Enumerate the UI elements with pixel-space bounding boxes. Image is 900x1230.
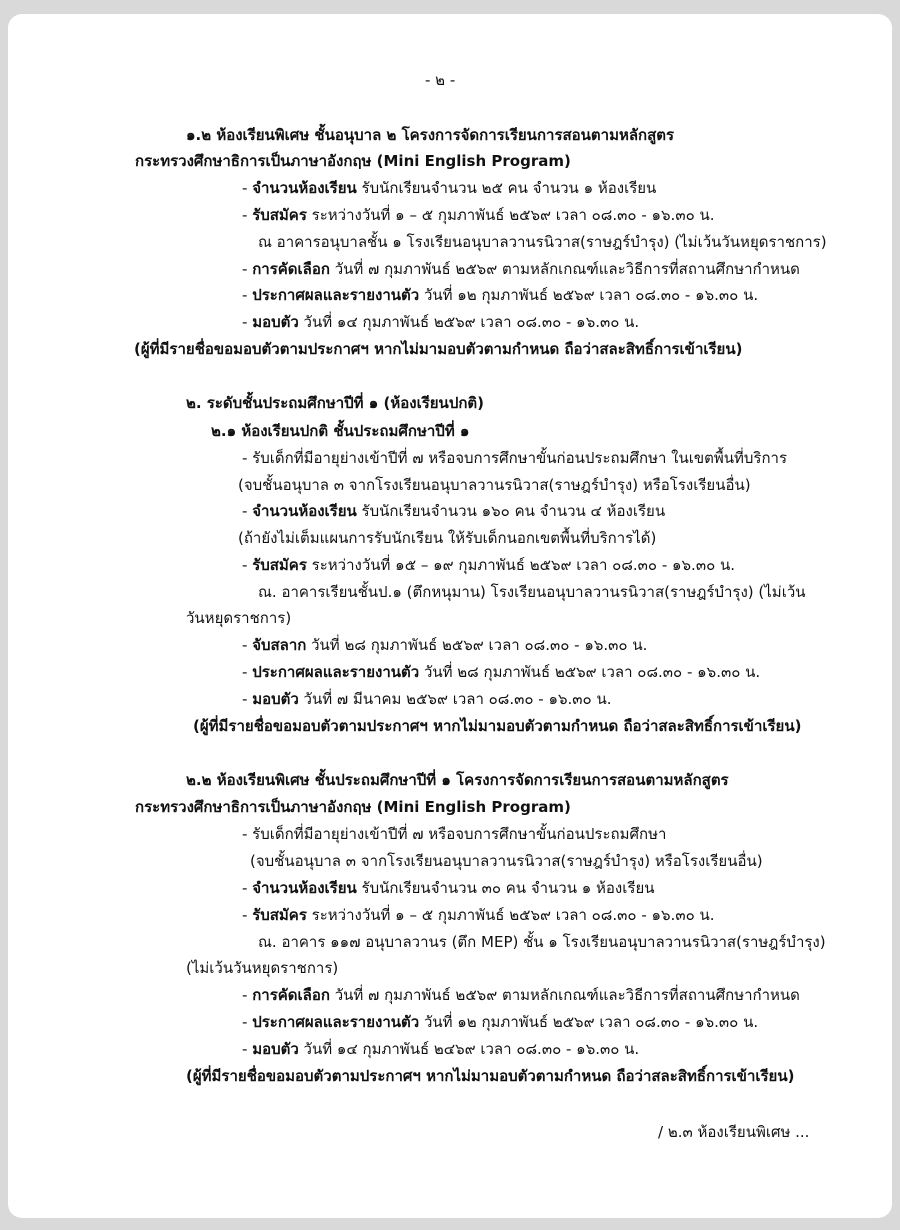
s21-report-line: - มอบตัว วันที่ ๗ มีนาคม ๒๕๖๙ เวลา ๐๘.๓๐ - ๑๖.๓๐ น.: [242, 690, 612, 708]
s12-apply-label: รับสมัคร: [252, 206, 307, 224]
s21-note: (ผู้ที่มีรายชื่อขอมอบตัวตามประกาศฯ หากไม่มามอบตัวตามกำหนด ถือว่าสละสิทธิ์การเข้าเรียน): [193, 717, 802, 735]
s21-announce-text: วันที่ ๒๘ กุมภาพันธ์ ๒๕๖๙ เวลา ๐๘.๓๐ - ๑๖.๓๐ น.: [419, 663, 761, 681]
s22-count-text: รับนักเรียนจำนวน ๓๐ คน จำนวน ๑ ห้องเรียน: [356, 879, 655, 897]
s12-count-label: จำนวนห้องเรียน: [252, 179, 357, 197]
s22-apply-line: - รับสมัคร ระหว่างวันที่ ๑ – ๕ กุมภาพันธ์ ๒๕๖๙ เวลา ๐๘.๓๐ - ๑๖.๓๐ น.: [242, 906, 715, 924]
s22-report-text: วันที่ ๑๔ กุมภาพันธ์ ๒๔๖๙ เวลา ๐๘.๓๐ - ๑๖.๓๐ น.: [298, 1040, 640, 1058]
s12-announce-line: - ประกาศผลและรายงานตัว วันที่ ๑๒ กุมภาพันธ์ ๒๕๖๙ เวลา ๐๘.๓๐ - ๑๖.๓๐ น.: [242, 286, 759, 304]
s22-apply-text: ระหว่างวันที่ ๑ – ๕ กุมภาพันธ์ ๒๕๖๙ เวลา ๐๘.๓๐ - ๑๖.๓๐ น.: [306, 906, 715, 924]
section-1-2-heading-cont: กระทรวงศึกษาธิการเป็นภาษาอังกฤษ (Mini English Program): [135, 152, 571, 170]
continuation-note: / ๒.๓ ห้องเรียนพิเศษ ...: [658, 1123, 810, 1141]
s21-eligibility: - รับเด็กที่มีอายุย่างเข้าปีที่ ๗ หรือจบการศึกษาขั้นก่อนประถมศึกษา ในเขตพื้นที่บริการ: [242, 449, 788, 467]
s21-apply-label: รับสมัคร: [252, 556, 307, 574]
section-1-2-heading: ๑.๒ ห้องเรียนพิเศษ ชั้นอนุบาล ๒ โครงการจัดการเรียนการสอนตามหลักสูตร: [186, 126, 675, 144]
s21-count-note: (ถ้ายังไม่เต็มแผนการรับนักเรียน ให้รับเด็กนอกเขตพื้นที่บริการได้): [238, 529, 657, 547]
s21-announce-label: ประกาศผลและรายงานตัว: [252, 663, 420, 681]
s12-apply-line: - รับสมัคร ระหว่างวันที่ ๑ – ๕ กุมภาพันธ์ ๒๕๖๙ เวลา ๐๘.๓๐ - ๑๖.๓๐ น.: [242, 206, 715, 224]
s12-apply-place: ณ อาคารอนุบาลชั้น ๑ โรงเรียนอนุบาลวานรนิวาส(ราษฎร์บำรุง) (ไม่เว้นวันหยุดราชการ): [258, 233, 827, 251]
s21-apply-place: ณ. อาคารเรียนชั้นป.๑ (ตึกหนุมาน) โรงเรียนอนุบาลวานรนิวาส(ราษฎร์บำรุง) (ไม่เว้น: [258, 583, 806, 601]
s22-note: (ผู้ที่มีรายชื่อขอมอบตัวตามประกาศฯ หากไม่มามอบตัวตามกำหนด ถือว่าสละสิทธิ์การเข้าเรียน): [186, 1067, 795, 1085]
s12-count-line: - จำนวนห้องเรียน รับนักเรียนจำนวน ๒๕ คน จำนวน ๑ ห้องเรียน: [242, 179, 657, 197]
s22-report-line: - มอบตัว วันที่ ๑๔ กุมภาพันธ์ ๒๔๖๙ เวลา ๐๘.๓๐ - ๑๖.๓๐ น.: [242, 1040, 640, 1058]
s22-announce-text: วันที่ ๑๒ กุมภาพันธ์ ๒๕๖๙ เวลา ๐๘.๓๐ - ๑๖.๓๐ น.: [419, 1013, 759, 1031]
s12-report-line: - มอบตัว วันที่ ๑๔ กุมภาพันธ์ ๒๕๖๙ เวลา ๐๘.๓๐ - ๑๖.๓๐ น.: [242, 313, 640, 331]
s12-announce-text: วันที่ ๑๒ กุมภาพันธ์ ๒๕๖๙ เวลา ๐๘.๓๐ - ๑๖.๓๐ น.: [419, 286, 759, 304]
s12-announce-label: ประกาศผลและรายงานตัว: [252, 286, 420, 304]
section-2-heading: ๒. ระดับชั้นประถมศึกษาปีที่ ๑ (ห้องเรียนปกติ): [186, 394, 485, 412]
s21-lottery-text: วันที่ ๒๘ กุมภาพันธ์ ๒๕๖๙ เวลา ๐๘.๓๐ - ๑๖.๓๐ น.: [306, 636, 648, 654]
section-2-2-heading: ๒.๒ ห้องเรียนพิเศษ ชั้นประถมศึกษาปีที่ ๑ โครงการจัดการเรียนการสอนตามหลักสูตร: [186, 771, 729, 789]
s22-announce-line: - ประกาศผลและรายงานตัว วันที่ ๑๒ กุมภาพันธ์ ๒๕๖๙ เวลา ๐๘.๓๐ - ๑๖.๓๐ น.: [242, 1013, 759, 1031]
s22-apply-place-cont: (ไม่เว้นวันหยุดราชการ): [186, 959, 339, 977]
s21-announce-line: - ประกาศผลและรายงานตัว วันที่ ๒๘ กุมภาพันธ์ ๒๕๖๙ เวลา ๐๘.๓๐ - ๑๖.๓๐ น.: [242, 663, 761, 681]
s22-apply-place: ณ. อาคาร ๑๑๗ อนุบาลวานร (ตึก MEP) ชั้น ๑ โรงเรียนอนุบาลวานรนิวาส(ราษฎร์บำรุง): [258, 933, 826, 951]
s22-select-label: การคัดเลือก: [252, 986, 330, 1004]
s12-apply-text: ระหว่างวันที่ ๑ – ๕ กุมภาพันธ์ ๒๕๖๙ เวลา ๐๘.๓๐ - ๑๖.๓๐ น.: [306, 206, 715, 224]
s21-lottery-line: - จับสลาก วันที่ ๒๘ กุมภาพันธ์ ๒๕๖๙ เวลา ๐๘.๓๐ - ๑๖.๓๐ น.: [242, 636, 648, 654]
s22-apply-label: รับสมัคร: [252, 906, 307, 924]
s22-count-line: - จำนวนห้องเรียน รับนักเรียนจำนวน ๓๐ คน จำนวน ๑ ห้องเรียน: [242, 879, 655, 897]
s12-note: (ผู้ที่มีรายชื่อขอมอบตัวตามประกาศฯ หากไม่มามอบตัวตามกำหนด ถือว่าสละสิทธิ์การเข้าเรียน): [134, 340, 743, 358]
s22-announce-label: ประกาศผลและรายงานตัว: [252, 1013, 420, 1031]
s21-count-label: จำนวนห้องเรียน: [252, 502, 357, 520]
s21-count-text: รับนักเรียนจำนวน ๑๖๐ คน จำนวน ๔ ห้องเรียน: [356, 502, 666, 520]
s21-eligibility-cont: (จบชั้นอนุบาล ๓ จากโรงเรียนอนุบาลวานรนิวาส(ราษฎร์บำรุง) หรือโรงเรียนอื่น): [238, 476, 751, 494]
s22-eligibility: - รับเด็กที่มีอายุย่างเข้าปีที่ ๗ หรือจบการศึกษาขั้นก่อนประถมศึกษา: [242, 825, 667, 843]
s12-report-label: มอบตัว: [252, 313, 299, 331]
s21-apply-place-cont: วันหยุดราชการ): [186, 609, 292, 627]
section-2-1-heading: ๒.๑ ห้องเรียนปกติ ชั้นประถมศึกษาปีที่ ๑: [211, 422, 470, 440]
s12-count-text: รับนักเรียนจำนวน ๒๕ คน จำนวน ๑ ห้องเรียน: [356, 179, 657, 197]
s12-report-text: วันที่ ๑๔ กุมภาพันธ์ ๒๕๖๙ เวลา ๐๘.๓๐ - ๑๖.๓๐ น.: [298, 313, 640, 331]
s21-apply-line: - รับสมัคร ระหว่างวันที่ ๑๕ – ๑๙ กุมภาพันธ์ ๒๕๖๙ เวลา ๐๘.๓๐ - ๑๖.๓๐ น.: [242, 556, 736, 574]
s22-report-label: มอบตัว: [252, 1040, 299, 1058]
s22-select-line: - การคัดเลือก วันที่ ๗ กุมภาพันธ์ ๒๕๖๙ ตามหลักเกณฑ์และวิธีการที่สถานศึกษากำหนด: [242, 986, 800, 1004]
s22-select-text: วันที่ ๗ กุมภาพันธ์ ๒๕๖๙ ตามหลักเกณฑ์และวิธีการที่สถานศึกษากำหนด: [329, 986, 800, 1004]
s22-count-label: จำนวนห้องเรียน: [252, 879, 357, 897]
s12-select-line: - การคัดเลือก วันที่ ๗ กุมภาพันธ์ ๒๕๖๙ ตามหลักเกณฑ์และวิธีการที่สถานศึกษากำหนด: [242, 260, 800, 278]
s12-select-text: วันที่ ๗ กุมภาพันธ์ ๒๕๖๙ ตามหลักเกณฑ์และวิธีการที่สถานศึกษากำหนด: [329, 260, 800, 278]
s22-eligibility-cont: (จบชั้นอนุบาล ๓ จากโรงเรียนอนุบาลวานรนิวาส(ราษฎร์บำรุง) หรือโรงเรียนอื่น): [250, 852, 763, 870]
s21-lottery-label: จับสลาก: [252, 636, 307, 654]
s21-apply-text: ระหว่างวันที่ ๑๕ – ๑๙ กุมภาพันธ์ ๒๕๖๙ เวลา ๐๘.๓๐ - ๑๖.๓๐ น.: [306, 556, 736, 574]
s21-report-text: วันที่ ๗ มีนาคม ๒๕๖๙ เวลา ๐๘.๓๐ - ๑๖.๓๐ น.: [298, 690, 612, 708]
s21-report-label: มอบตัว: [252, 690, 299, 708]
page-number: - ๒ -: [425, 71, 456, 89]
section-2-2-heading-cont: กระทรวงศึกษาธิการเป็นภาษาอังกฤษ (Mini English Program): [135, 798, 571, 816]
s21-count-line: - จำนวนห้องเรียน รับนักเรียนจำนวน ๑๖๐ คน จำนวน ๔ ห้องเรียน: [242, 502, 666, 520]
s12-select-label: การคัดเลือก: [252, 260, 330, 278]
